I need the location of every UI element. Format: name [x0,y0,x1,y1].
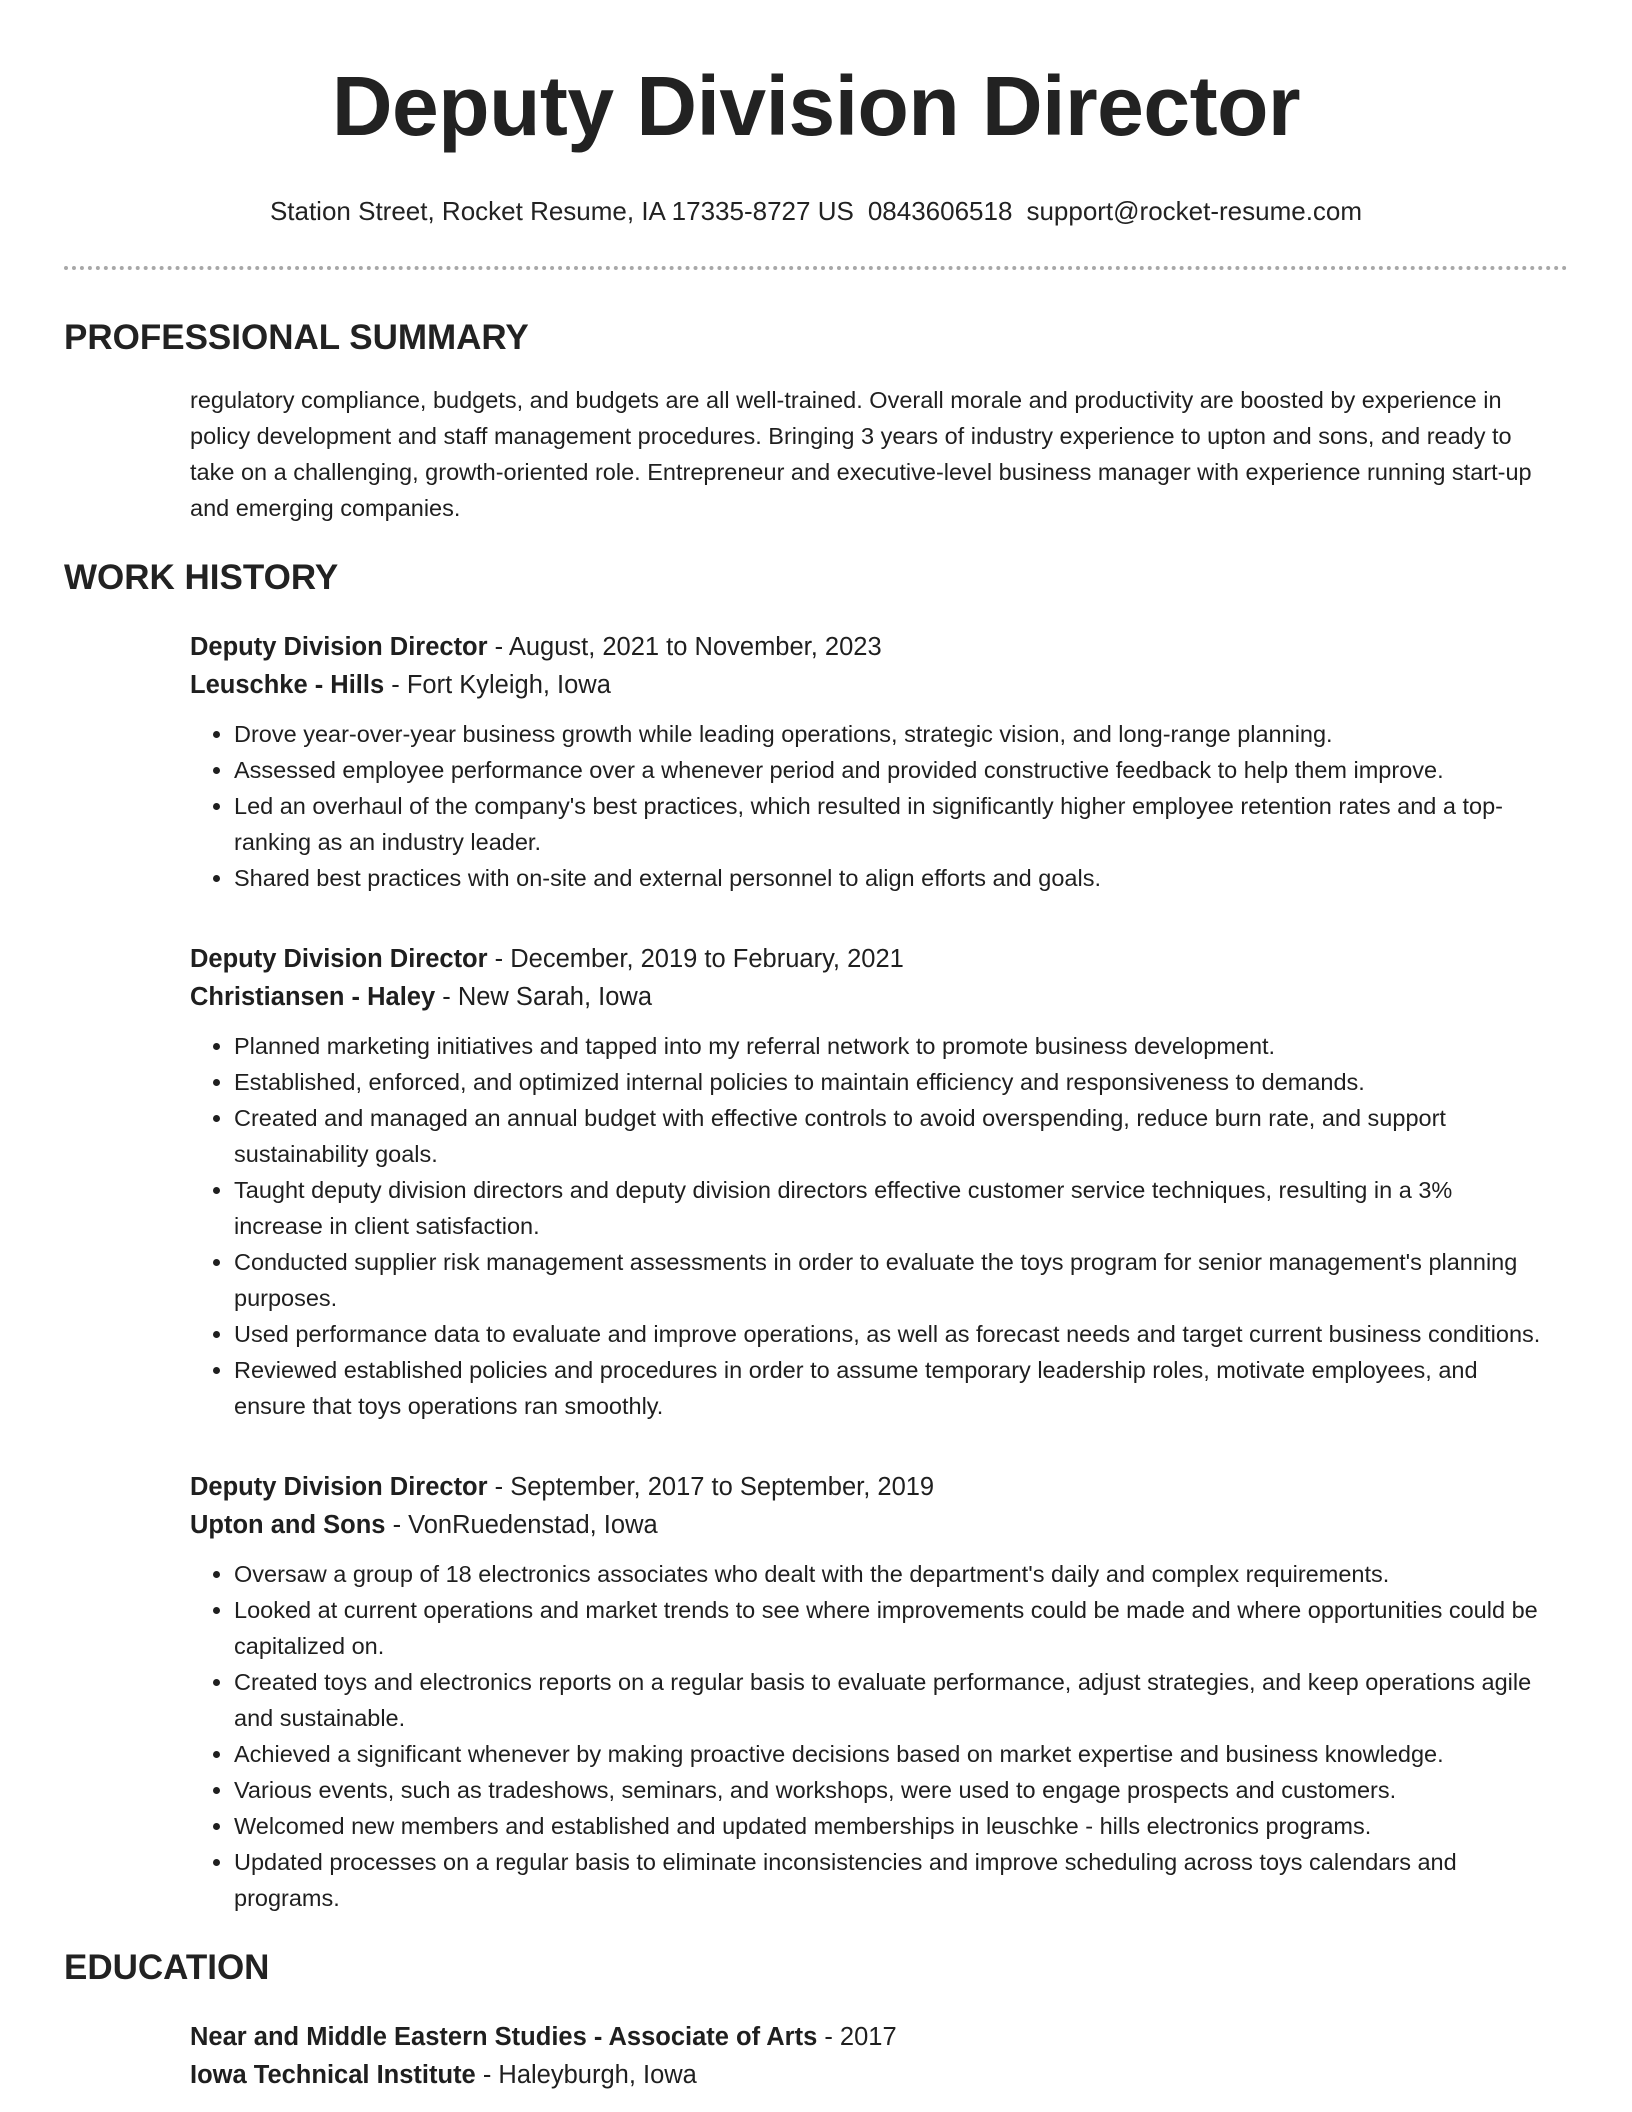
education-degree: Near and Middle Eastern Studies - Associate of Arts [190,2023,818,2051]
job-entry [190,940,1544,1424]
job-dates: - August, 2021 to November, 2023 [487,633,882,661]
work-history-section [64,556,1568,1916]
summary-section [64,316,1568,526]
contact-address: Station Street, Rocket Resume, IA 17335-8727 US [269,196,854,226]
job-company: Upton and Sons [190,1511,386,1539]
job-bullet: • Conducted supplier risk management assessments in order to evaluate the toys program for senior management's planning purposes. [234,1244,1544,1316]
education-entry [190,2018,1544,2094]
summary-text: regulatory compliance, budgets, and budgets are all well-trained. Overall morale and productivity are boosted by experience in policy development and staff management procedures. Bringing 3 years of industry experience to upton and sons, and ready to take on a challenging, growth-oriented role. Entrepreneur and executive-level business manager with experience running start-up and emerging companies. [190,387,1532,521]
education-school-line [190,2056,1544,2094]
job-company: Leuschke - Hills [190,671,385,699]
job-bullet: • Updated processes on a regular basis to eliminate inconsistencies and improve scheduling across toys calendars and programs. [234,1844,1544,1916]
summary-title: PROFESSIONAL SUMMARY [64,318,529,357]
job-role: Deputy Division Director [190,945,488,973]
job-company-line [190,978,1544,1016]
education-year: - 2017 [817,2023,897,2051]
job-bullet: • Planned marketing initiatives and tapped into my referral network to promote business development. [234,1028,1544,1064]
job-bullet: • Created and managed an annual budget with effective controls to avoid overspending, reduce burn rate, and support sustainability goals. [234,1100,1544,1172]
job-bullet: • Assessed employee performance over a whenever period and provided constructive feedback to help them improve. [234,752,1544,788]
job-bullet: • Oversaw a group of 18 electronics associates who dealt with the department's daily and complex requirements. [234,1556,1544,1592]
job-company-line [190,1506,1544,1544]
education-degree-line [190,2018,1544,2056]
education-location: - Haleyburgh, Iowa [475,2061,697,2089]
candidate-name: Deputy Division Director [331,59,1301,153]
job-location: - Fort Kyleigh, Iowa [384,671,611,699]
job-bullets [190,1028,1544,1424]
job-bullet: • Achieved a significant whenever by making proactive decisions based on market expertise and business knowledge. [234,1736,1544,1772]
job-bullet: • Created toys and electronics reports on a regular basis to evaluate performance, adjust strategies, and keep operations agile and sustainable. [234,1664,1544,1736]
job-title-line [190,940,1544,978]
job-title-line [190,1468,1544,1506]
job-bullet: • Welcomed new members and established and updated memberships in leuschke - hills electronics programs. [234,1808,1544,1844]
job-entry [190,628,1544,896]
job-bullet: • Reviewed established policies and procedures in order to assume temporary leadership roles, motivate employees, and ensure that toys operations ran smoothly. [234,1352,1544,1424]
job-entry [190,1468,1544,1916]
education-title: EDUCATION [64,1948,270,1987]
job-role: Deputy Division Director [190,1473,488,1501]
job-dates: - December, 2019 to February, 2021 [487,945,904,973]
job-role: Deputy Division Director [190,633,488,661]
education-section [64,1946,1568,2094]
education-school: Iowa Technical Institute [190,2061,476,2089]
job-bullet: • Various events, such as tradeshows, seminars, and workshops, were used to engage prospects and customers. [234,1772,1544,1808]
job-bullet: • Looked at current operations and market trends to see where improvements could be made and where opportunities could be capitalized on. [234,1592,1544,1664]
header-divider [64,266,1568,270]
job-dates: - September, 2017 to September, 2019 [487,1473,935,1501]
job-bullet: • Used performance data to evaluate and improve operations, as well as forecast needs and target current business conditions. [234,1316,1544,1352]
contact-email: support@rocket-resume.com [1026,196,1363,226]
job-bullets [190,716,1544,896]
job-title-line [190,628,1544,666]
job-bullet: • Shared best practices with on-site and external personnel to align efforts and goals. [234,860,1544,896]
job-bullet: • Taught deputy division directors and deputy division directors effective customer service techniques, resulting in a 3% increase in client satisfaction. [234,1172,1544,1244]
job-bullets [190,1556,1544,1916]
contact-line [64,194,1568,228]
resume-header [64,0,1568,228]
job-location: - New Sarah, Iowa [435,983,653,1011]
work-history-title: WORK HISTORY [64,558,339,597]
job-company: Christiansen - Haley [190,983,436,1011]
job-bullet: • Drove year-over-year business growth while leading operations, strategic vision, and long-range planning. [234,716,1544,752]
contact-phone: 0843606518 [867,196,1013,226]
job-location: - VonRuedenstad, Iowa [385,1511,658,1539]
job-company-line [190,666,1544,704]
job-bullet: • Established, enforced, and optimized internal policies to maintain efficiency and responsiveness to demands. [234,1064,1544,1100]
job-bullet: • Led an overhaul of the company's best practices, which resulted in significantly higher employee retention rates and a top-ranking as an industry leader. [234,788,1544,860]
